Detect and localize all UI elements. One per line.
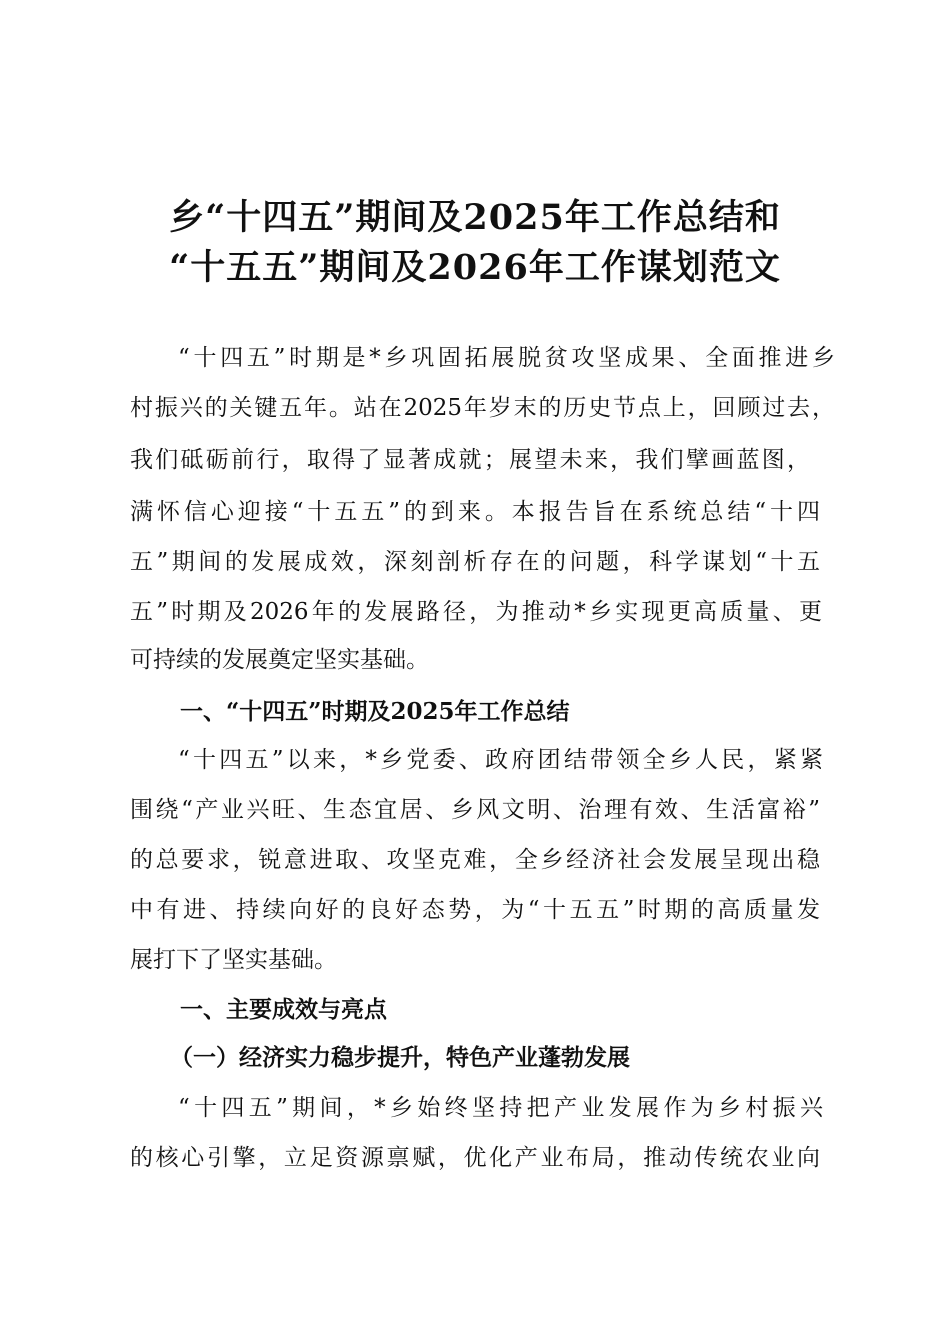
text-line: 围绕“产业兴旺、生态宜居、乡风文明、治理有效、生活富裕” [130, 797, 820, 823]
text-line: “十四五”期间，*乡始终坚持把产业发展作为乡村振兴 [178, 1095, 823, 1121]
text-line: 村振兴的关键五年。站在2025年岁末的历史节点上，回顾过去， [130, 395, 835, 421]
text-line: 的总要求，锐意进取、攻坚克难，全乡经济社会发展呈现出稳 [130, 847, 820, 873]
text-line: “十四五”以来，*乡党委、政府团结带领全乡人民，紧紧 [178, 747, 823, 773]
document-title-line-2: “十五五”期间及2026年工作谋划范文 [169, 247, 781, 288]
subsection-heading: （一）经济实力稳步提升，特色产业蓬勃发展 [170, 1044, 630, 1071]
section-heading: 一、“十四五”时期及2025年工作总结 [180, 698, 570, 725]
text-line: “十四五”时期是*乡巩固拓展脱贫攻坚成果、全面推进乡 [178, 345, 835, 371]
subsection-heading: 一、主要成效与亮点 [180, 996, 387, 1023]
text-line: 中有进、持续向好的良好态势，为“十五五”时期的高质量发 [130, 897, 820, 923]
text-line: 可持续的发展奠定坚实基础。 [130, 647, 429, 673]
text-line: 五”时期及2026年的发展路径，为推动*乡实现更高质量、更 [130, 599, 822, 625]
text-line: 五”期间的发展成效，深刻剖析存在的问题，科学谋划“十五 [130, 549, 820, 575]
text-line: 我们砥砺前行，取得了显著成就；展望未来，我们擘画蓝图， [130, 447, 810, 473]
text-line: 展打下了坚实基础。 [130, 947, 337, 973]
text-line: 满怀信心迎接“十五五”的到来。本报告旨在系统总结“十四 [130, 499, 820, 525]
text-line: 的核心引擎，立足资源禀赋，优化产业布局，推动传统农业向 [130, 1145, 820, 1171]
document-title-line-1: 乡“十四五”期间及2025年工作总结和 [169, 197, 781, 238]
